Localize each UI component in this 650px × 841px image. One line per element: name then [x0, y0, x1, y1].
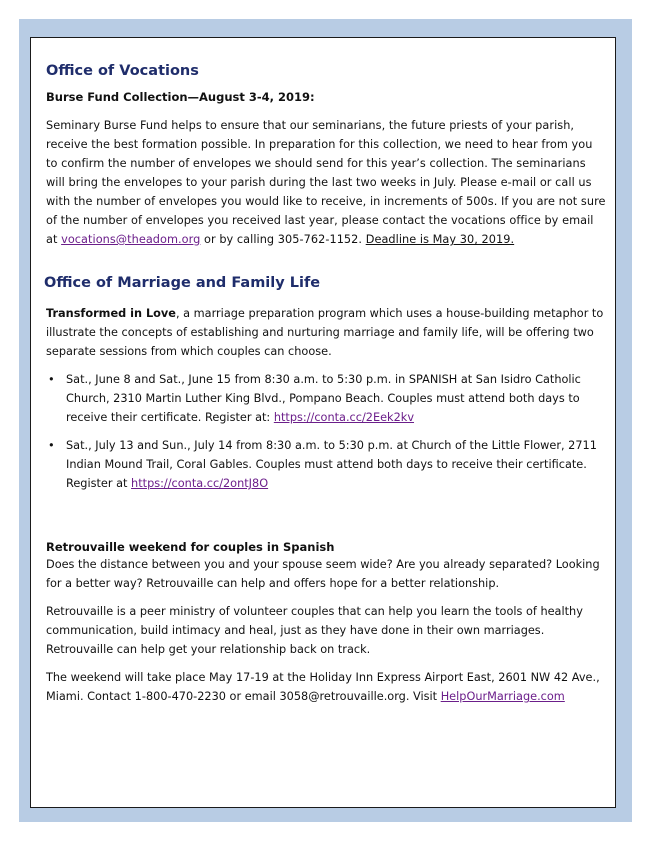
help-our-marriage-link[interactable]: HelpOurMarriage.com — [440, 690, 565, 703]
program-description: , a marriage preparation program which uses a house-building metaphor to illustrate the concepts of establishing and nurturing marriage and family life, will be offering two separate sessions from which couples can choose. — [46, 307, 604, 358]
vocations-email-link[interactable]: vocations@theadom.org — [61, 233, 201, 246]
session-text: Sat., June 8 and Sat., June 15 from 8:30 a.m. to 5:30 p.m. in SPANISH at San Isidro Catholic Church, 2310 Martin Luther King Blvd., Pompano Beach. Couples must attend both days to receive their certificate. Register at: — [66, 373, 581, 424]
session-register-link[interactable]: https://conta.cc/2ontJ8O — [131, 477, 269, 490]
burse-fund-text: Seminary Burse Fund helps to ensure that our seminarians, the future priests of your parish, receive the best formation possible. In preparation for this collection, we need to hear from you to confirm the number of envelopes we should send for this year’s collection. The seminarians will bring the envelopes to your parish during the last two weeks in July. Please e-mail or call us with the number of envelopes you would like to receive, in increments of 500s. If you are not sure of the number of envelopes you received last year, please contact the vocations office by email at — [46, 119, 606, 246]
session-item — [66, 436, 606, 493]
session-register-link[interactable]: https://conta.cc/2Eek2kv — [273, 411, 415, 424]
retrouvaille-paragraph-2: Retrouvaille is a peer ministry of volunteer couples that can help you learn the tools of healthy communication, build intimacy and heal, just as they have done in their own marriages. Retrouvaille can help get your relationship back on track. — [46, 605, 583, 656]
burse-fund-phone-text: or by calling 305-762-1152. — [200, 233, 366, 246]
vocations-heading: Office of Vocations — [46, 63, 199, 79]
deadline-text: Deadline is May 30, 2019. — [365, 233, 515, 246]
session-item — [66, 370, 606, 427]
retrouvaille-heading: Retrouvaille weekend for couples in Spanish — [46, 540, 335, 554]
retrouvaille-paragraph-1: Does the distance between you and your spouse seem wide? Are you already separated? Looking for a better way? Retrouvaille can help and offers hope for a better relationship. — [46, 558, 600, 590]
session-text: Sat., July 13 and Sun., July 14 from 8:30 a.m. to 5:30 p.m. at Church of the Little Flower, 2711 Indian Mound Trail, Coral Gables. Couples must attend both days to receive their certificate. Register at — [66, 439, 597, 490]
program-name: Transformed in Love — [46, 307, 176, 320]
retrouvaille-paragraph-3 — [46, 668, 606, 706]
transformed-in-love-paragraph — [46, 304, 606, 361]
burse-fund-paragraph — [46, 116, 606, 249]
burse-fund-subheading: Burse Fund Collection—August 3-4, 2019: — [46, 90, 315, 104]
marriage-heading: Office of Marriage and Family Life — [44, 275, 321, 291]
bulletin-page — [30, 37, 616, 808]
page-content — [46, 63, 606, 706]
retrouvaille-details: The weekend will take place May 17-19 at the Holiday Inn Express Airport East, 2601 NW 42 Ave., Miami. Contact 1-800-470-2230 or email 3058@retrouvaille.org. Visit — [46, 671, 600, 703]
session-list — [46, 370, 606, 493]
